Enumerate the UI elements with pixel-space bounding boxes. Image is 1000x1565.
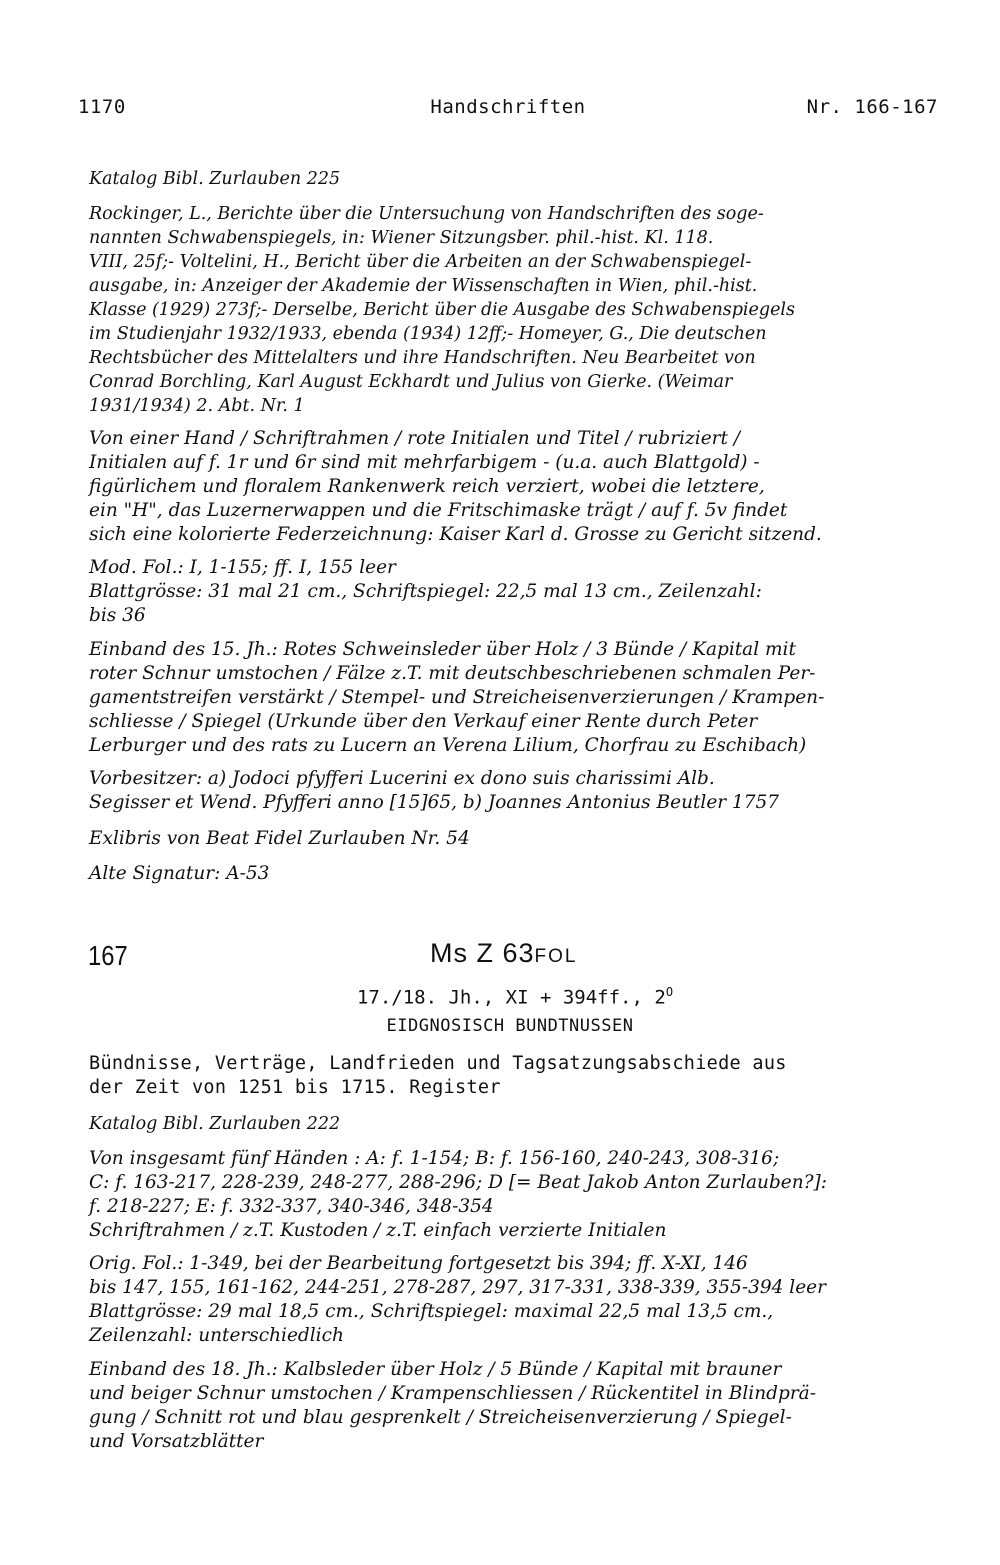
- literature-line: ausgabe, in: Anzeiger der Akademie der Wissenschaften in Wien, phil.-hist.: [89, 276, 758, 296]
- binding-line: gung / Schnitt rot und blau gesprenkelt / Streicheisenverzierung / Spiegel-: [89, 1407, 792, 1428]
- binding-line: und beiger Schnur umstochen / Krampenschliessen / Rückentitel in Blindprä-: [89, 1383, 816, 1404]
- folio-line: bis 147, 155, 161-162, 244-251, 278-287, 297, 317-331, 338-339, 355-394 leer: [89, 1277, 826, 1298]
- shelfmark-main: Ms Z 63: [430, 938, 535, 968]
- binding-line: Einband des 15. Jh.: Rotes Schweinsleder über Holz / 3 Bünde / Kapital mit: [89, 639, 796, 660]
- literature-line: Rechtsbücher des Mittelalters und ihre Handschriften. Neu Bearbeitet von: [89, 348, 756, 368]
- date-extent-text: 17./18. Jh., XI + 394ff., 2: [356, 986, 666, 1009]
- literature-line: nannten Schwabenspiegels, in: Wiener Sitzungsber. phil.-hist. Kl. 118.: [89, 228, 714, 248]
- literature-line: Rockinger, L., Berichte über die Untersuchung von Handschriften des soge-: [89, 204, 764, 224]
- entry166-owners: [89, 767, 949, 815]
- literature-line: 1931/1934) 2. Abt. Nr. 1: [89, 396, 305, 416]
- entry167-hands: [89, 1147, 949, 1243]
- running-title: Handschriften: [430, 96, 586, 118]
- entry166-literature: [89, 202, 949, 418]
- shelfmark: [430, 938, 577, 969]
- shelfmark-suffix: FOL: [534, 946, 578, 967]
- hands-line: f. 218-227; E: f. 332-337, 340-346, 348-354: [89, 1196, 494, 1217]
- hands-line: Schriftrahmen / z.T. Kustoden / z.T. einfach verzierte Initialen: [89, 1220, 667, 1241]
- folio-line: Zeilenzahl: unterschiedlich: [89, 1325, 344, 1346]
- entry-number: 167: [88, 940, 128, 971]
- entry167-binding: [89, 1358, 949, 1454]
- literature-line: VIII, 25f;- Voltelini, H., Bericht über die Arbeiten an der Schwabenspiegel-: [89, 252, 752, 272]
- entry-range: Nr. 166-167: [806, 96, 938, 118]
- literature-line: Conrad Borchling, Karl August Eckhardt und Julius von Gierke. (Weimar: [89, 372, 733, 392]
- folio-line: Blattgrösse: 29 mal 18,5 cm., Schriftspiegel: maximal 22,5 mal 13,5 cm.,: [89, 1301, 774, 1322]
- hands-line: sich eine kolorierte Federzeichnung: Kaiser Karl d. Grosse zu Gericht sitzend.: [89, 524, 822, 545]
- entry166-old-signature: Alte Signatur: A-53: [89, 863, 270, 884]
- entry166-hands: [89, 427, 949, 547]
- hands-line: C: f. 163-217, 228-239, 248-277, 288-296; D [= Beat Jakob Anton Zurlauben?]:: [89, 1172, 828, 1193]
- binding-line: schliesse / Spiegel (Urkunde über den Verkauf einer Rente durch Peter: [89, 711, 758, 732]
- entry167-description: [89, 1052, 949, 1100]
- owners-line: Vorbesitzer: a) Jodoci pfyfferi Lucerini ex dono suis charissimi Alb.: [89, 768, 715, 789]
- entry166-binding: [89, 638, 949, 758]
- literature-line: Klasse (1929) 273f;- Derselbe, Bericht über die Ausgabe des Schwabenspiegels: [89, 300, 796, 320]
- manuscript-caption: EIDGNOSISCH BUNDTNUSSEN: [386, 1016, 634, 1036]
- entry166-exlibris: Exlibris von Beat Fidel Zurlauben Nr. 54: [89, 828, 470, 849]
- binding-line: Einband des 18. Jh.: Kalbsleder über Holz / 5 Bünde / Kapital mit brauner: [89, 1359, 782, 1380]
- folio-line: Blattgrösse: 31 mal 21 cm., Schriftspiegel: 22,5 mal 13 cm., Zeilenzahl:: [89, 581, 762, 602]
- binding-line: gamentstreifen verstärkt / Stempel- und Streicheisenverzierungen / Krampen-: [89, 687, 825, 708]
- entry166-folio: [89, 556, 949, 628]
- format-superscript: O: [665, 985, 674, 999]
- folio-line: bis 36: [89, 605, 146, 626]
- entry167-catalog: Katalog Bibl. Zurlauben 222: [89, 1114, 341, 1134]
- binding-line: und Vorsatzblätter: [89, 1431, 264, 1452]
- description-line: der Zeit von 1251 bis 1715. Register: [89, 1077, 501, 1098]
- hands-line: Von einer Hand / Schriftrahmen / rote Initialen und Titel / rubriziert /: [89, 428, 741, 449]
- hands-line: figürlichem und floralem Rankenwerk reich verziert, wobei die letztere,: [89, 476, 765, 497]
- date-extent-format: [0, 985, 1000, 1008]
- binding-line: roter Schnur umstochen / Fälze z.T. mit deutschbeschriebenen schmalen Per-: [89, 663, 816, 684]
- literature-line: im Studienjahr 1932/1933, ebenda (1934) 12ff;- Homeyer, G., Die deutschen: [89, 324, 767, 344]
- hands-line: Initialen auf f. 1r und 6r sind mit mehrfarbigem - (u.a. auch Blattgold) -: [89, 452, 760, 473]
- binding-line: Lerburger und des rats zu Lucern an Verena Lilium, Chorfrau zu Eschibach): [89, 735, 807, 756]
- hands-line: ein "H", das Luzernerwappen und die Fritschimaske trägt / auf f. 5v findet: [89, 500, 788, 521]
- owners-line: Segisser et Wend. Pfyfferi anno [15]65, b) Joannes Antonius Beutler 1757: [89, 792, 780, 813]
- folio-line: Orig. Fol.: 1-349, bei der Bearbeitung fortgesetzt bis 394; ff. X-XI, 146: [89, 1253, 748, 1274]
- hands-line: Von insgesamt fünf Händen : A: f. 1-154; B: f. 156-160, 240-243, 308-316;: [89, 1148, 780, 1169]
- entry166-catalog: Katalog Bibl. Zurlauben 225: [89, 169, 341, 189]
- folio-line: Mod. Fol.: I, 1-155; ff. I, 155 leer: [89, 557, 396, 578]
- description-line: Bündnisse, Verträge, Landfrieden und Tagsatzungsabschiede aus: [89, 1053, 787, 1074]
- page-header: [78, 96, 938, 126]
- page-number: 1170: [78, 96, 126, 118]
- entry167-folio: [89, 1252, 949, 1348]
